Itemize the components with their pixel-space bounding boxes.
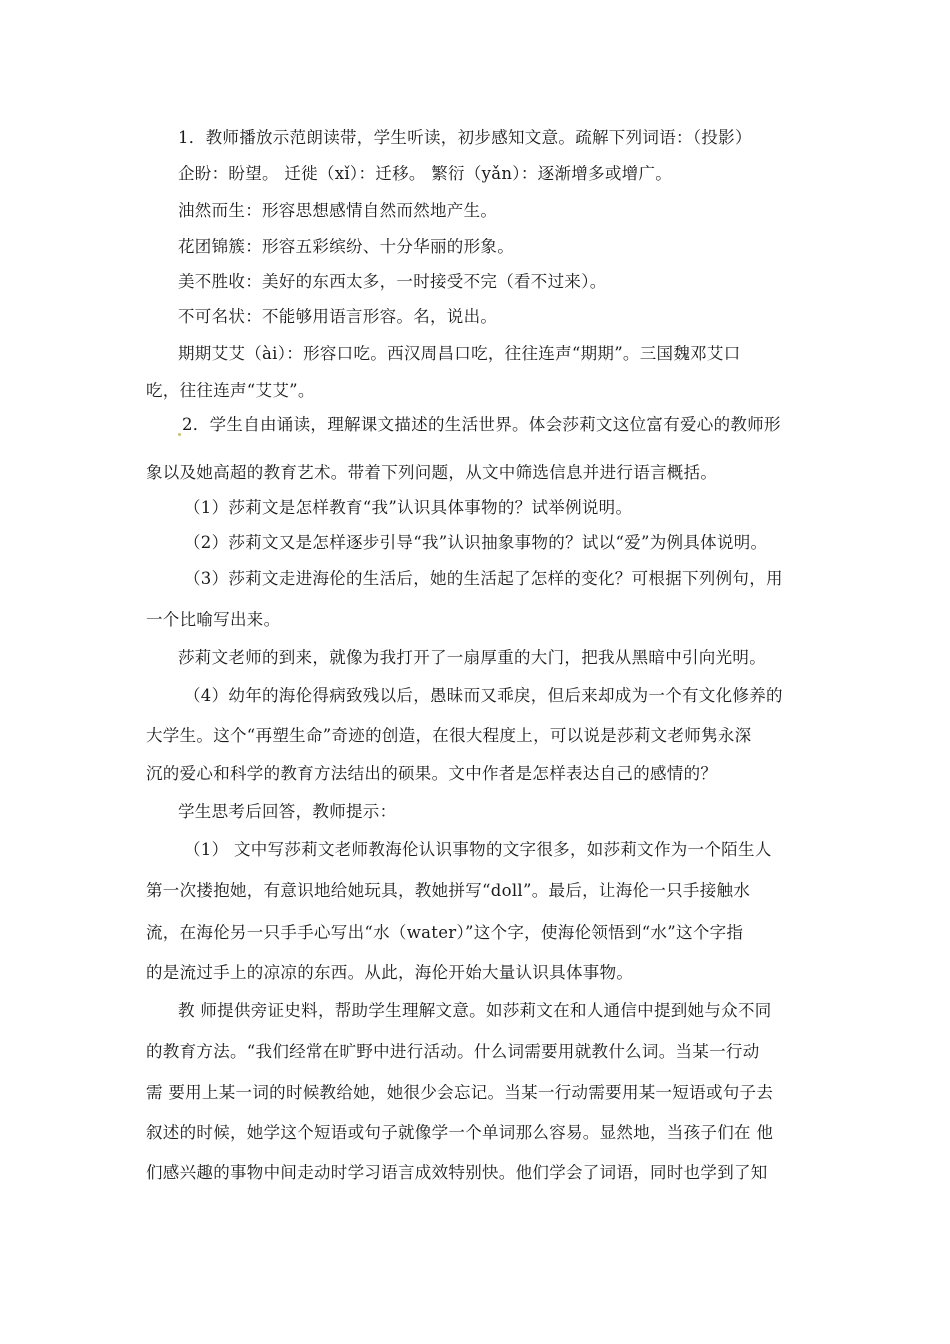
text-line: 学生思考后回答，教师提示：: [178, 802, 397, 821]
text-line: 象以及她高超的教育艺术。带着下列问题，从文中筛选信息并进行语言概括。: [146, 463, 718, 482]
text-line: 一个比喻写出来。: [146, 610, 281, 629]
text-line: 的是流过手上的凉凉的东西。从此，海伦开始大量认识具体事物。: [146, 963, 634, 982]
text-line: 1．教师播放示范朗读带，学生听读，初步感知文意。疏解下列词语：（投影）: [178, 128, 752, 147]
text-line: 吃，往往连声“艾艾”。: [146, 381, 315, 400]
text-line: 花团锦簇：形容五彩缤纷、十分华丽的形象。: [178, 237, 514, 256]
text-line: （3）莎莉文走进海伦的生活后，她的生活起了怎样的变化？可根据下列例句，用: [184, 569, 783, 588]
text-line: 美不胜收：美好的东西太多，一时接受不完（看不过来）。: [178, 272, 607, 291]
text-line: 第一次搂抱她，有意识地给她玩具，教她拼写“doll”。最后，让海伦一只手接触水: [146, 881, 751, 900]
text-line: 需 要用上某一词的时候教给她，她很少会忘记。当某一行动需要用某一短语或句子去: [146, 1083, 774, 1102]
text-line: 不可名状：不能够用语言形容。名，说出。: [178, 307, 498, 326]
text-line: 油然而生：形容思想感情自然而然地产生。: [178, 201, 498, 220]
text-line: 教 师提供旁证史料，帮助学生理解文意。如莎莉文在和人通信中提到她与众不同: [178, 1001, 772, 1020]
text-line: （1） 文中写莎莉文老师教海伦认识事物的文字很多，如莎莉文作为一个陌生人: [184, 840, 772, 859]
text-line: （2）莎莉文又是怎样逐步引导“我”认识抽象事物的？试以“爱”为例具体说明。: [184, 533, 768, 552]
mark-dot: [178, 433, 181, 436]
text-line: 期期艾艾（ài）：形容口吃。西汉周昌口吃，往往连声“期期”。三国魏邓艾口: [178, 344, 741, 363]
text-line: 沉的爱心和科学的教育方法结出的硕果。文中作者是怎样表达自己的感情的？: [146, 764, 718, 783]
text-line: 的教育方法。“我们经常在旷野中进行活动。什么词需要用就教什么词。当某一行动: [146, 1042, 760, 1061]
text-line: [178, 414, 781, 436]
text-line: 流，在海伦另一只手手心写出“水（water）”这个字，使海伦领悟到“水”这个字指: [146, 923, 744, 942]
text-line: （4）幼年的海伦得病致残以后，愚昧而又乖戾，但后来却成为一个有文化修养的: [184, 686, 783, 705]
text-line: 们感兴趣的事物中间走动时学习语言成效特别快。他们学会了词语，同时也学到了知: [146, 1163, 768, 1182]
text-line: 莎莉文老师的到来，就像为我打开了一扇厚重的大门，把我从黑暗中引向光明。: [178, 648, 766, 667]
text-line: 企盼：盼望。 迁徙（xǐ）：迁移。 繁衍（yǎn）：逐渐增多或增广。: [178, 164, 673, 183]
text-line: 叙述的时候，她学这个短语或句子就像学一个单词那么容易。显然地，当孩子们在 他: [146, 1123, 774, 1142]
text-line: 大学生。这个“再塑生命”奇迹的创造，在很大程度上，可以说是莎莉文老师隽永深: [146, 726, 752, 745]
text-line: （1）莎莉文是怎样教育“我”认识具体事物的？试举例说明。: [184, 498, 633, 517]
text-line-content: 2．学生自由诵读，理解课文描述的生活世界。体会莎莉文这位富有爱心的教师形: [182, 415, 781, 434]
